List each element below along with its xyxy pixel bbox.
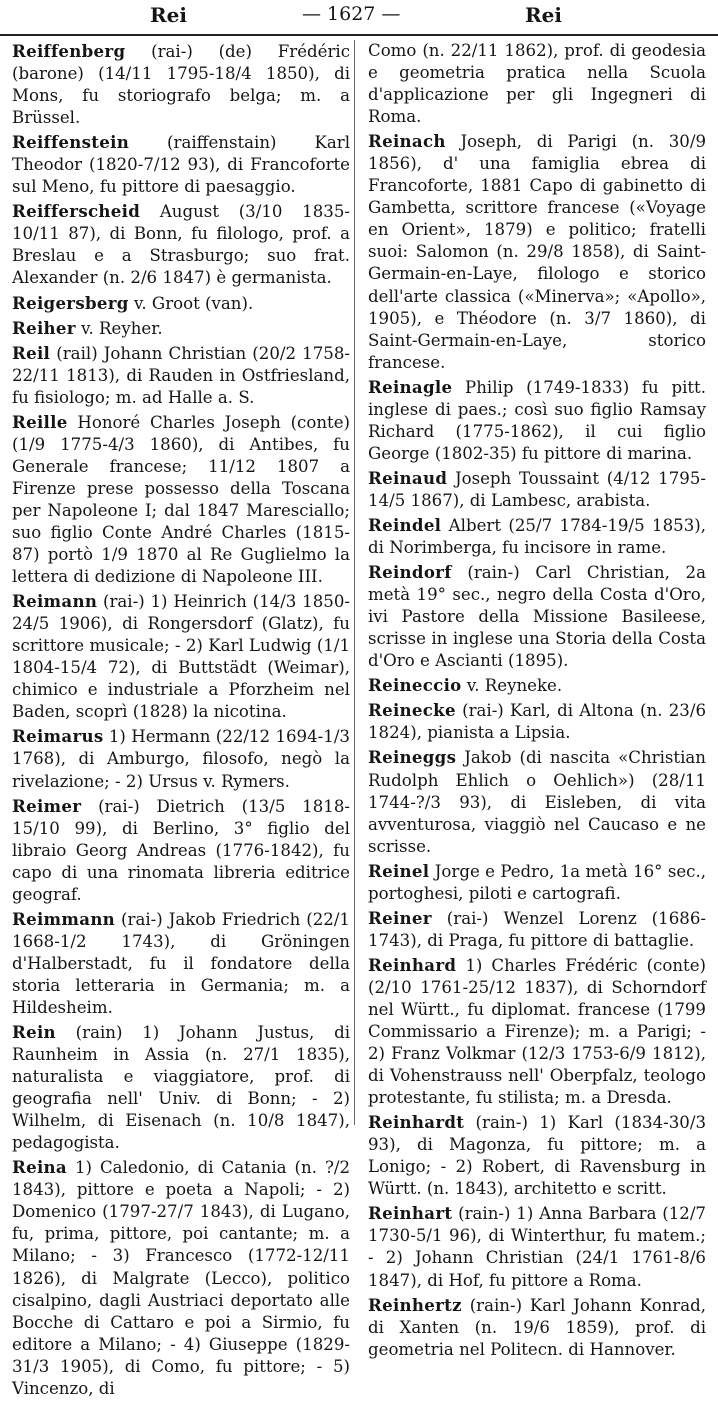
- entry-headword: Reineggs: [368, 747, 457, 768]
- entry-text: Jakob (di nascita «Christian Rudolph Ehlich o Oehlich») (28/11 1744-?/3 93), di Eisleben, di vita avventurosa, viaggiò nel Caucaso e ne scrisse.: [368, 748, 706, 856]
- entry-headword: Reinhart: [368, 1203, 453, 1224]
- dictionary-entry: [368, 514, 706, 559]
- entry-headword: Rein: [12, 1022, 56, 1043]
- dictionary-entry: [368, 376, 706, 465]
- entry-text: (rail) Johann Christian (20/2 1758-22/11 1813), di Rauden in Ostfriesland, fu fisiologo; m. ad Halle a. S.: [12, 343, 350, 407]
- entry-headword: Reindorf: [368, 562, 452, 583]
- entry-headword: Reineccio: [368, 675, 462, 696]
- dictionary-entry: [368, 561, 706, 672]
- entry-text: (rai-) (de) Frédéric (barone) (14/11 1795-18/4 1850), di Mons, fu storiografo belga; m. a Brüssel.: [12, 42, 350, 128]
- dictionary-entry: [12, 590, 350, 723]
- entry-headword: Reille: [12, 411, 68, 432]
- entry-headword: Reil: [12, 342, 51, 363]
- dictionary-entry: [12, 131, 350, 198]
- entry-text: Joseph Toussaint (4/12 1795-14/5 1867), di Lambesc, arabista.: [368, 468, 706, 510]
- entry-headword: Reiffenberg: [12, 41, 126, 61]
- entry-text: (rain-) Carl Christian, 2a metà 19° sec., negro della Costa d'Oro, ivi Pastore della Missione Basileese, scrisse in inglese una Storia della Costa d'Oro e Ascianti (1895).: [368, 563, 706, 671]
- entry-text: v. Reyher.: [75, 318, 163, 338]
- dictionary-entry: [368, 1294, 706, 1361]
- entry-headword: Reimmann: [12, 908, 116, 929]
- dictionary-entry: [12, 795, 350, 906]
- entry-text: (rain) 1) Johann Justus, di Raunheim in Assia (n. 27/1 1835), naturalista e viaggiatore, prof. di geografia nell' Univ. di Bonn; - 2) Wilhelm, di Eisenach (n. 10/8 1847), pedagogista.: [12, 1023, 350, 1153]
- entry-text: (rai-) Jakob Friedrich (22/1 1668-1/2 1743), di Gröningen d'Halberstadt, fu il fondatore della storia letteraria in Germania; m. a Hildesheim.: [12, 909, 350, 1017]
- dictionary-entry: [368, 674, 706, 697]
- entry-text: (rai-) 1) Heinrich (14/3 1850-24/5 1906), di Rongersdorf (Glatz), fu scrittore musicale; - 2) Karl Ludwig (1/1 1804-15/4 72), di Buttstädt (Weimar), chimico e industriale a Pforzheim nel Baden, scoprì (1828) la nicotina.: [12, 592, 350, 722]
- entry-text: Joseph, di Parigi (n. 30/9 1856), d' una famiglia ebrea di Francoforte, 1881 Capo di gabinetto di Gambetta, scrittore francese («Voyage en Orient», 1879) e politico; fratelli suoi: Salomon (n. 29/8 1858), di Saint-Germain-en-Laye, filologo e storico dell'arte classica («Minerva»; «Apollo», 1905), e Théodore (n. 3/7 1860), di Saint-Germain-en-Laye, storico francese.: [368, 132, 706, 372]
- entry-headword: Reina: [12, 1157, 67, 1178]
- entry-text: v. Reyneke.: [461, 676, 563, 696]
- entry-text: Honoré Charles Joseph (conte) (1/9 1775-4/3 1860), di Antibes, fu Generale francese; 11/12 1807 a Firenze prese possesso della Toscana per Napoleone I; dal 1847 Maresciallo; suo figlio Conte André Charles (1815-87) portò 1/9 1870 al Re Guglielmo la lettera di dedizione di Napoleone III.: [12, 412, 350, 587]
- entry-text: Philip (1749-1833) fu pitt. inglese di paes.; così suo figlio Ramsay Richard (1775-1862), il cui figlio George (1802-35) fu pittore di marina.: [368, 377, 706, 463]
- entry-headword: Reinagle: [368, 376, 453, 397]
- dictionary-entry: [368, 860, 706, 905]
- dictionary-entry: [12, 411, 350, 588]
- entry-headword: Reinaud: [368, 467, 448, 488]
- dictionary-entry: [368, 699, 706, 744]
- header-right-guideword: Rei: [525, 3, 562, 27]
- dictionary-entry: [12, 1156, 350, 1400]
- dictionary-entry: [12, 200, 350, 289]
- entry-text: (rai-) Wenzel Lorenz (1686-1743), di Praga, fu pittore di battaglie.: [368, 908, 706, 950]
- column-divider: [354, 40, 355, 1125]
- entry-headword: Reiffenstein: [12, 132, 130, 153]
- header-left-guideword: Rei: [150, 3, 187, 27]
- dictionary-entry: [368, 907, 706, 952]
- entry-headword: Reimarus: [12, 726, 104, 747]
- entry-headword: Reinecke: [368, 700, 456, 721]
- entry-text: Como (n. 22/11 1862), prof. di geodesia e geometria pratica nella Scuola d'applicazione per gli Ingegneri di Roma.: [368, 41, 706, 127]
- entry-text: 1) Charles Frédéric (conte) (2/10 1761-25/12 1837), di Schorndorf nel Württ., fu diplomat. francese (1799 Commissario a Firenze); m. a Parigi; - 2) Franz Volkmar (12/3 1753-6/9 1812), di Vohenstrauss nell' Oberpfalz, teologo protestante, fu stilista; m. a Dresda.: [368, 955, 706, 1108]
- dictionary-entry: [368, 746, 706, 857]
- dictionary-entry: [12, 317, 350, 340]
- entry-headword: Reinel: [368, 860, 430, 881]
- dictionary-entry: [368, 130, 706, 374]
- dictionary-entry: [12, 908, 350, 1019]
- entry-text: v. Groot (van).: [128, 293, 254, 313]
- entry-text: August (3/10 1835-10/11 87), di Bonn, fu filologo, prof. a Breslau e a Strasburgo; suo frat. Alexander (n. 2/6 1847) è germanista.: [12, 202, 350, 288]
- entry-headword: Reinhardt: [368, 1112, 465, 1133]
- right-column: [368, 40, 706, 1363]
- left-column: [12, 40, 350, 1402]
- dictionary-entry: [368, 1111, 706, 1200]
- entry-headword: Reifferscheid: [12, 201, 141, 222]
- entry-headword: Reigersberg: [12, 292, 129, 313]
- entry-headword: Reinhertz: [368, 1294, 462, 1315]
- entry-headword: Reiner: [368, 907, 432, 928]
- entry-headword: Reinhard: [368, 954, 457, 975]
- entry-text: Jorge e Pedro, 1a metà 16° sec., portoghesi, piloti e cartografi.: [368, 861, 706, 903]
- dictionary-entry: [368, 40, 706, 128]
- dictionary-entry: [368, 954, 706, 1109]
- entry-text: 1) Hermann (22/12 1694-1/3 1768), di Amburgo, filosofo, negò la rivelazione; - 2) Ursus v. Rymers.: [12, 727, 350, 791]
- entry-headword: Reinach: [368, 131, 446, 152]
- entry-text: (rai-) Dietrich (13/5 1818-15/10 99), di Berlino, 3° figlio del libraio Georg Andreas (1776-1842), fu capo di una rinomata libreria editrice geograf.: [12, 796, 350, 904]
- dictionary-entry: [368, 1202, 706, 1291]
- entry-text: (rai-) Karl, di Altona (n. 23/6 1824), pianista a Lipsia.: [368, 701, 706, 743]
- entry-text: (rain-) 1) Anna Barbara (12/7 1730-5/1 96), di Winterthur, fu matem.; - 2) Johann Christian (24/1 1761-8/6 1847), di Hof, fu pittore a Roma.: [368, 1204, 706, 1290]
- entry-text: (rain-) 1) Karl (1834-30/3 93), di Magonza, fu pittore; m. a Lonigo; - 2) Robert, di Ravensburg in Württ. (n. 1843), architetto e scritt.: [368, 1113, 706, 1199]
- dictionary-entry: [12, 40, 350, 129]
- dictionary-entry: [12, 725, 350, 792]
- entry-text: Albert (25/7 1784-19/5 1853), di Norimberga, fu incisore in rame.: [368, 515, 706, 558]
- page-header: [0, 0, 718, 36]
- entry-text: (raiffenstain) Karl Theodor (1820-7/12 93), di Francoforte sul Meno, fu pittore di paesaggio.: [12, 133, 350, 197]
- entry-headword: Reiher: [12, 317, 76, 338]
- dictionary-entry: [12, 292, 350, 315]
- dictionary-entry: [368, 467, 706, 512]
- dictionary-entry: [12, 342, 350, 409]
- entry-headword: Reindel: [368, 514, 442, 535]
- entry-text: 1) Caledonio, di Catania (n. ?/2 1843), pittore e poeta a Napoli; - 2) Domenico (1797-27/7 1843), di Lugano, fu, prima, pittore, poi cantante; m. a Milano; - 3) Francesco (1772-12/11 1826), di Malgrate (Lecco), politico cisalpino, dagli Austriaci deportato alle Bocche di Cattaro e poi a Sirmio, fu editore a Milano; - 4) Giuseppe (1829-31/3 1905), di Como, fu pittore; - 5) Vincenzo, di: [12, 1158, 350, 1398]
- page-number: — 1627 —: [302, 3, 401, 25]
- entry-headword: Reimann: [12, 591, 98, 612]
- dictionary-entry: [12, 1021, 350, 1154]
- entry-text: (rain-) Karl Johann Konrad, di Xanten (n. 19/6 1859), prof. di geometria nel Politecn. di Hannover.: [368, 1295, 706, 1359]
- entry-headword: Reimer: [12, 795, 82, 816]
